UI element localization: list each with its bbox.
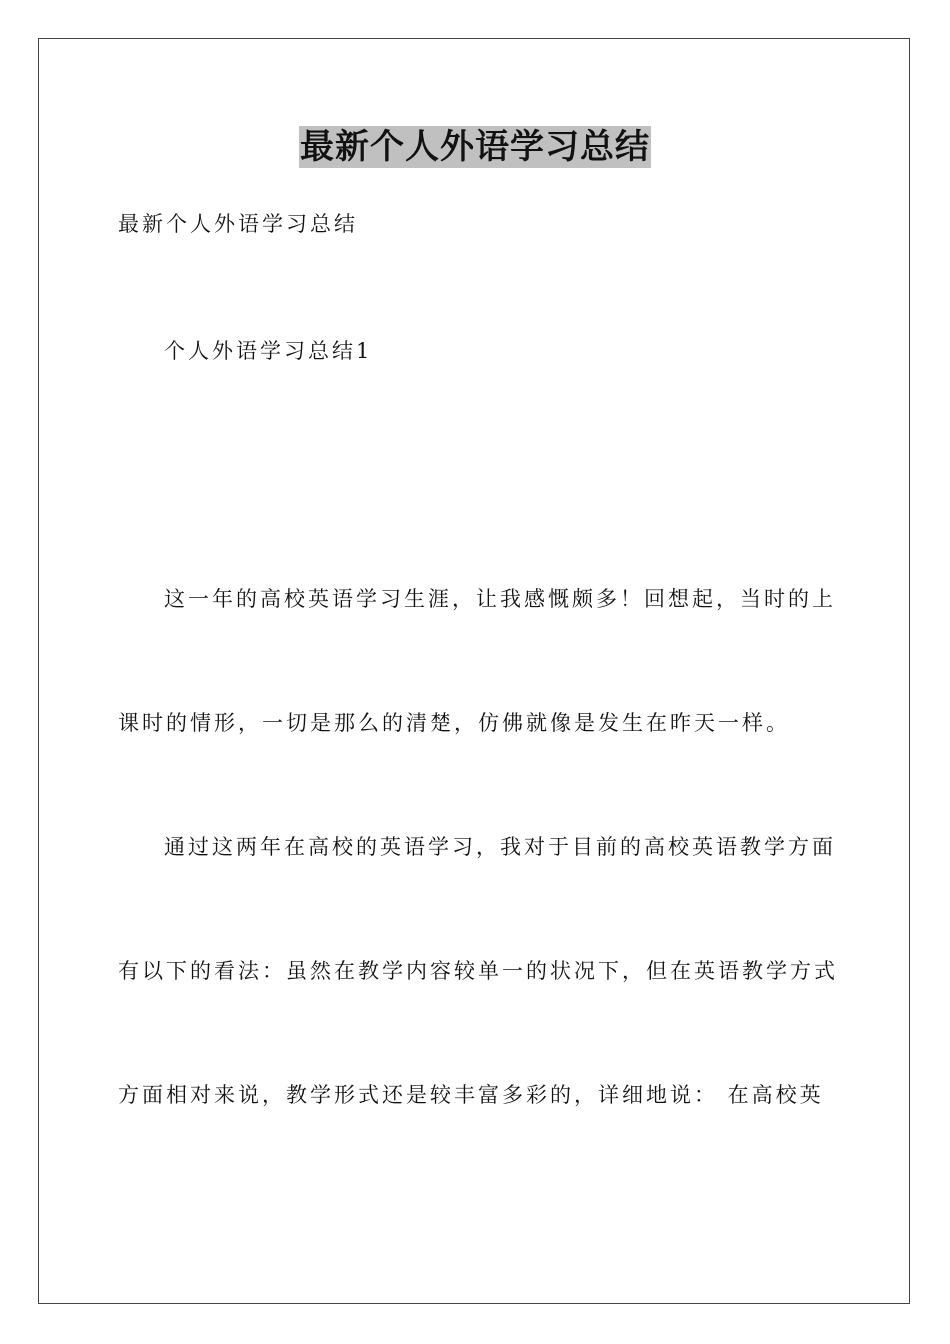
paragraph-line: 课时的情形，一切是那么的清楚，仿佛就像是发生在昨天一样。: [118, 711, 790, 735]
document-subtitle: 最新个人外语学习总结: [118, 212, 358, 236]
paragraph-line: 这一年的高校英语学习生涯，让我感慨颇多！回想起，当时的上: [164, 587, 836, 611]
paragraph-line: 通过这两年在高校的英语学习，我对于目前的高校英语教学方面: [164, 835, 836, 859]
section-heading: 个人外语学习总结1: [164, 339, 373, 363]
paragraph-line: 方面相对来说，教学形式还是较丰富多彩的，详细地说： 在高校英: [118, 1083, 824, 1107]
document-title-text: 最新个人外语学习总结: [300, 127, 650, 167]
document-title: [0, 126, 950, 168]
paragraph-line: 有以下的看法：虽然在教学内容较单一的状况下，但在英语教学方式: [118, 959, 838, 983]
